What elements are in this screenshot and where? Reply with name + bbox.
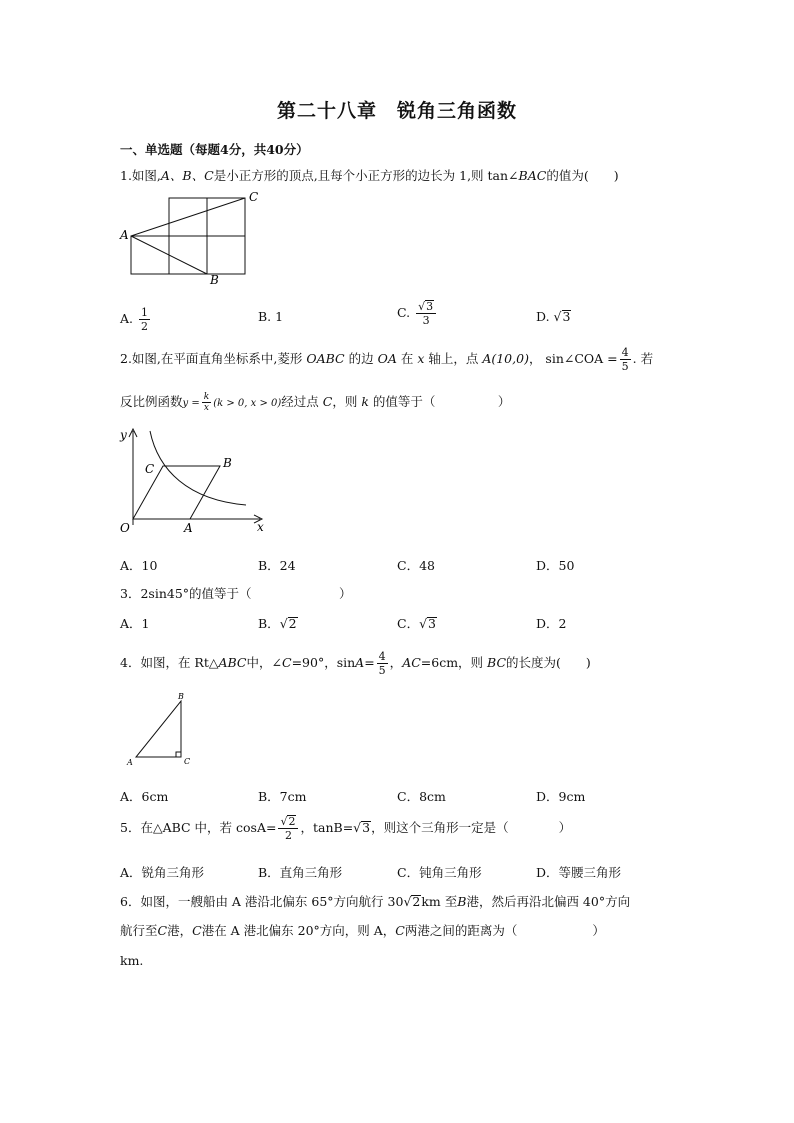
grid-square	[169, 236, 207, 274]
q3-option-a[interactable]: A．1	[120, 616, 150, 631]
grid-square	[207, 236, 245, 274]
question-6-stem-line-1: 6．如图，一艘船由 A 港沿北偏东 65°方向航行 30√2km 至B港，然后再沿北偏西 40°方向	[120, 894, 631, 909]
q1-option-d[interactable]: D. √3	[536, 309, 571, 324]
q2-option-b[interactable]: B．24	[258, 558, 296, 573]
label-x: x	[257, 520, 264, 534]
question-4-triangle-figure	[124, 690, 204, 770]
label-c: C	[145, 462, 155, 476]
label-o: O	[120, 521, 130, 535]
question-6-stem-line-2: 航行至C港，C港在 A 港北偏东 20°方向，则 A，C两港之间的距离为（ ）	[120, 923, 605, 938]
grid-square	[131, 236, 169, 274]
question-3-stem: 3．2sin45°的值等于（ ）	[120, 586, 352, 601]
right-angle-mark	[176, 752, 181, 757]
label-c: C	[184, 757, 191, 766]
q1-option-c[interactable]: C. $\frac{√3}{3}$	[397, 300, 438, 327]
question-2-coordinate-figure	[118, 425, 278, 540]
label-a: A	[127, 758, 133, 767]
question-6-stem-line-3: km.	[120, 953, 144, 968]
q1-option-b[interactable]: B. 1	[258, 309, 284, 324]
q4-option-d[interactable]: D．9cm	[536, 789, 586, 804]
q5-option-a[interactable]: A．锐角三角形	[120, 865, 205, 880]
grid-square	[207, 198, 245, 236]
label-a: A	[120, 228, 129, 242]
label-b: B	[178, 692, 184, 701]
triangle-abc	[136, 701, 181, 757]
q2-option-c[interactable]: C．48	[397, 558, 435, 573]
section-heading: 一、单选题（每题4分，共40分）	[120, 142, 309, 157]
q2-option-d[interactable]: D．50	[536, 558, 575, 573]
q1-option-a[interactable]: A. $\frac{1}{2}$	[120, 306, 148, 333]
question-1-grid-figure	[118, 188, 278, 288]
q4-option-c[interactable]: C．8cm	[397, 789, 446, 804]
question-2-stem-line-2: 反比例函数y = $\frac{k}{x}$ (k > 0, x > 0)经过点 C，则 k 的值等于（ ）	[120, 392, 511, 413]
q3-option-c[interactable]: C．√3	[397, 616, 436, 631]
label-b: B	[223, 456, 232, 470]
question-2-stem-line-1: 2.如图,在平面直角坐标系中,菱形 OABC 的边 OA 在 x 轴上，点 A(10,0)， sin∠COA = $\frac{4}{5}$ . 若	[120, 346, 654, 373]
segment-ac	[131, 198, 245, 236]
page-title: 第二十八章 锐角三角函数	[276, 100, 517, 122]
label-b: B	[210, 273, 219, 287]
q4-option-b[interactable]: B．7cm	[258, 789, 307, 804]
label-c: C	[249, 190, 259, 204]
question-5-stem: 5．在△ABC 中，若 cosA= $\frac{√2}{2}$ ，tanB=√3，则这个三角形一定是（ ）	[120, 815, 572, 842]
q5-option-c[interactable]: C．钝角三角形	[397, 865, 482, 880]
q5-option-b[interactable]: B．直角三角形	[258, 865, 343, 880]
label-y: y	[120, 428, 127, 442]
q3-option-b[interactable]: B．√2	[258, 616, 297, 631]
question-4-stem: 4．如图，在 Rt△ABC中，∠C=90°，sinA= $\frac{4}{5}$ ，AC=6cm，则 BC的长度为( )	[120, 650, 591, 677]
q3-option-d[interactable]: D．2	[536, 616, 567, 631]
q5-option-d[interactable]: D．等腰三角形	[536, 865, 622, 880]
q4-option-a[interactable]: A．6cm	[120, 789, 169, 804]
q2-option-a[interactable]: A．10	[120, 558, 158, 573]
question-1-stem: 1.如图,A、B、C是小正方形的顶点,且每个小正方形的边长为 1,则 tan∠BAC的值为( )	[120, 168, 619, 183]
label-a: A	[184, 521, 193, 535]
